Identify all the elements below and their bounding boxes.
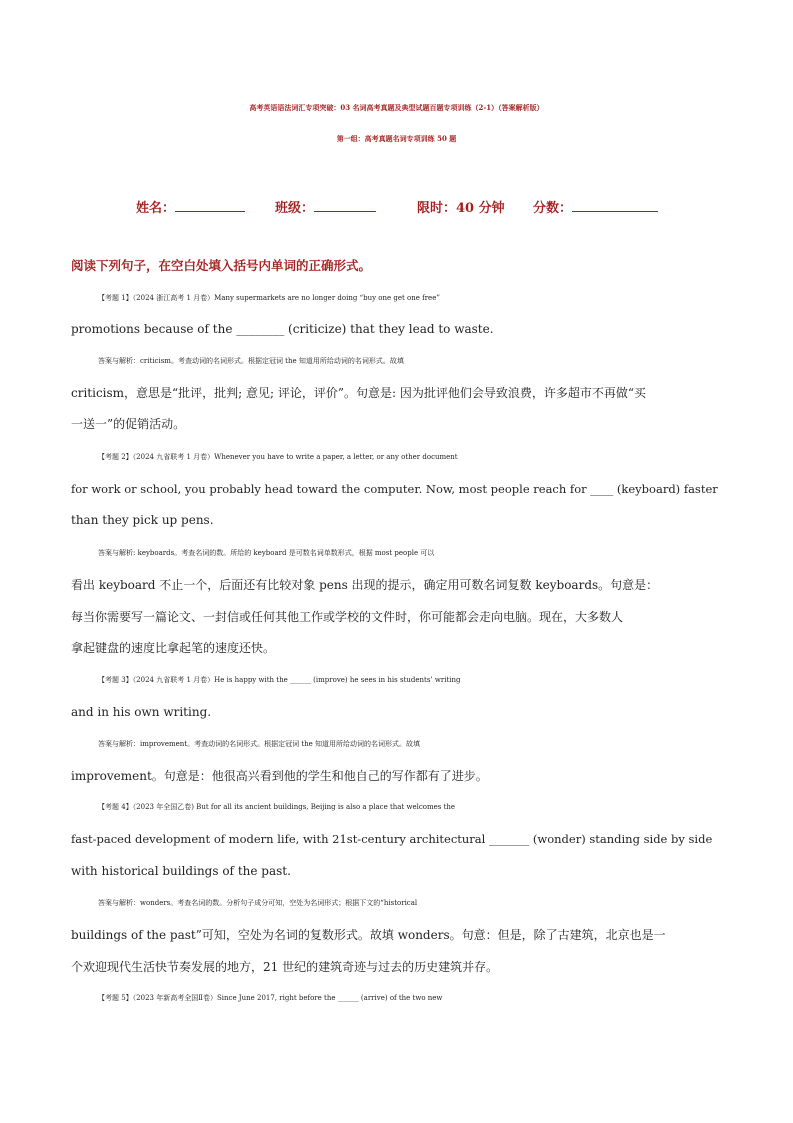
answer-2-line-3: 每当你需要写一篇论文、一封信或任何其他工作或学校的文件时，你可能都会走向电脑。现在，大多数人 — [71, 610, 624, 624]
page-subtitle: 第一组：高考真题名词专项训练 50 题 — [336, 134, 457, 143]
name-blank — [175, 198, 245, 212]
page-title: 高考英语语法词汇专项突破：03 名词高考真题及典型试题百题专项训练（2-1）（答案解析版） — [249, 103, 544, 112]
question-4-line-2: fast-paced development of modern life, with 21st-century architectural _______ (wonder) standing side by side — [71, 832, 713, 846]
answer-4-line-2: buildings of the past”可知，空处为名词的复数形式。故填 wonders。句意：但是，除了古建筑，北京也是一 — [71, 928, 666, 942]
student-info-line — [0, 197, 793, 217]
answer-3-line-1: 答案与解析：improvement。考查动词的名词形式。根据定冠词 the 知道用所给动词的名词形式。故填 — [98, 740, 421, 748]
answer-3-line-2: improvement。句意是：他很高兴看到他的学生和他自己的写作都有了进步。 — [71, 769, 488, 783]
question-2-line-2: for work or school, you probably head toward the computer. Now, most people reach for ____ (keyboard) faster — [71, 482, 718, 496]
time-limit: 限时：40 分钟 — [417, 201, 505, 216]
question-1-line-2: promotions because of the ________ (criticize) that they lead to waste. — [71, 322, 494, 336]
answer-4-line-1: 答案与解析：wonders。考查名词的数。分析句子成分可知，空处为名词形式；根据下文的“historical — [98, 899, 418, 907]
question-3-line-2: and in his own writing. — [71, 705, 212, 719]
answer-4-line-3: 个欢迎现代生活快节奏发展的地方，21 世纪的建筑奇迹与过去的历史建筑并存。 — [71, 960, 499, 974]
question-5-line-1: 【考题 5】（2023 年新高考全国Ⅱ卷）Since June 2017, right before the ______ (arrive) of the two new — [98, 994, 443, 1002]
question-4-line-1: 【考题 4】（2023 年全国乙卷) But for all its ancient buildings, Beijing is also a place that welcomes the — [98, 803, 456, 811]
score-field — [533, 197, 658, 216]
score-label: 分数： — [533, 201, 573, 216]
class-field — [275, 197, 376, 216]
question-3-line-1: 【考题 3】（2024 九省联考 1 月卷）He is happy with the ______ (improve) he sees in his students’ writing — [98, 676, 461, 684]
answer-1-line-2: criticism，意思是“批评，批判; 意见; 评论，评价”。句意是: 因为批评他们会导致浪费，许多超市不再做“买 — [71, 386, 647, 400]
name-field — [136, 197, 245, 216]
name-label: 姓名： — [136, 201, 176, 216]
answer-2-line-4: 拿起键盘的速度比拿起笔的速度还快。 — [71, 641, 276, 655]
class-blank — [314, 198, 376, 212]
question-4-line-3: with historical buildings of the past. — [71, 864, 291, 878]
class-label: 班级： — [275, 201, 315, 216]
score-blank — [572, 198, 658, 212]
question-2-line-3: than they pick up pens. — [71, 513, 214, 527]
question-2-line-1: 【考题 2】（2024 九省联考 1 月卷）Whenever you have to write a paper, a letter, or any other document — [98, 453, 458, 461]
answer-1-line-3: 一送一”的促销活动。 — [71, 417, 186, 431]
answer-1-line-1: 答案与解析：criticism。考查动词的名词形式。根据定冠词 the 知道用所给动词的名词形式。故填 — [98, 357, 404, 365]
answer-2-line-2: 看出 keyboard 不止一个，后面还有比较对象 pens 出现的提示，确定用可数名词复数 keyboards。句意是： — [71, 578, 659, 592]
instruction-text: 阅读下列句子，在空白处填入括号内单词的正确形式。 — [71, 258, 372, 273]
answer-2-line-1: 答案与解析: keyboards。考查名词的数。所给的 keyboard 是可数名词单数形式，根据 most people 可以 — [98, 549, 435, 557]
question-1-line-1: 【考题 1】（2024 浙江高考 1 月卷）Many supermarkets are no longer doing “buy one get one free” — [98, 294, 440, 302]
